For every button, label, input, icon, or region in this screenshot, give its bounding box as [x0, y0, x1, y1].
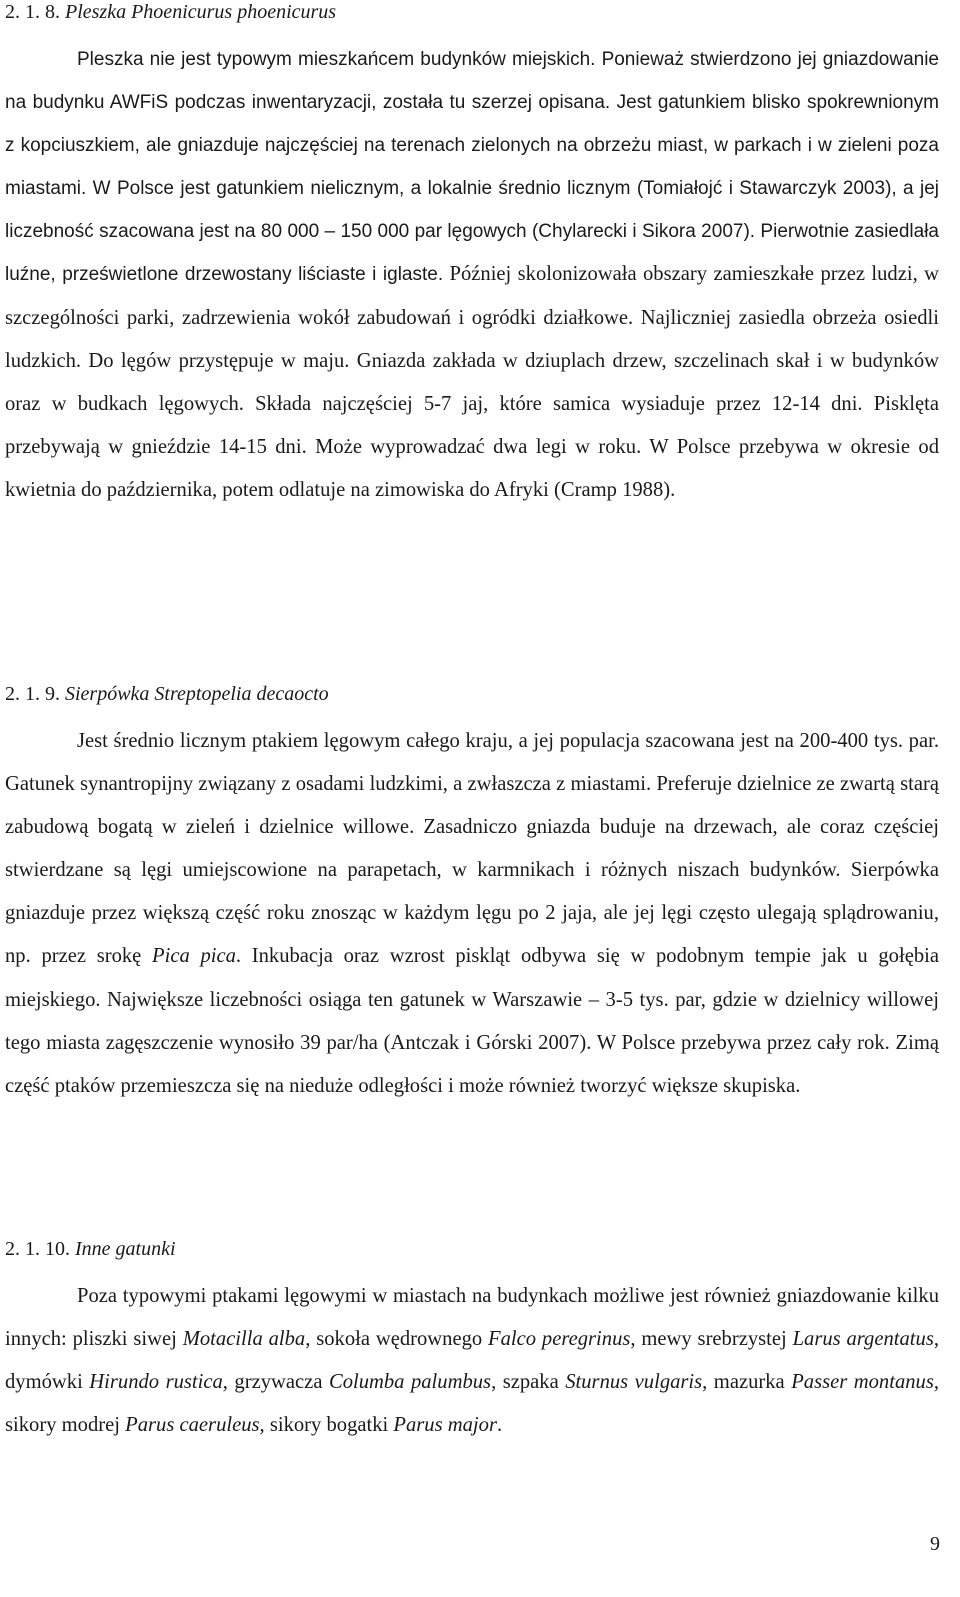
section-paragraph [5, 720, 939, 1108]
species-name: Falco peregrinus [488, 1328, 631, 1351]
paragraph-text: , sokoła wędrownego [305, 1328, 489, 1351]
section-sierpowka [5, 682, 939, 1108]
species-name: Passer montanus [791, 1371, 934, 1394]
paragraph-text: , mewy srebrzystej [630, 1328, 793, 1351]
section-number: 2. 1. 8. [5, 1, 60, 23]
section-title: Inne gatunki [75, 1238, 176, 1260]
section-paragraph [5, 38, 939, 512]
paragraph-text: Pleszka nie jest typowym mieszkańcem budynków miejskich. Ponieważ stwierdzono jej gniazdowanie na budynku AWFiS podczas inwentaryzacji, została tu szerzej opisana. Jest gatunkiem blisko spokrewnionym z kopciuszkiem, ale gniazduje najczęściej na terenach zielonych na obrzeżu miast, w parkach i w zieleni poza miastami. W Polsce jest gatunkiem nielicznym, a lokalnie średnio licznym (Tomiałojć i Stawarczyk 2003), a jej liczebność szacowana jest na 80 000 – 150 000 par lęgowych (Chylarecki i Sikora 2007). Pierwotnie zasiedlała luźne, prześwietlone drzewostany liściaste i iglaste. [5, 49, 939, 286]
species-name: Pica pica [152, 945, 236, 968]
section-pleszka [5, 0, 939, 512]
section-inne-gatunki [5, 1237, 939, 1447]
paragraph-text: , szpaka [491, 1371, 566, 1394]
section-title: Sierpówka Streptopelia decaocto [65, 683, 329, 705]
section-heading [5, 0, 939, 24]
paragraph-text: , mazurka [702, 1371, 792, 1394]
species-name: Sturnus vulgaris [565, 1371, 703, 1394]
section-number: 2. 1. 10. [5, 1238, 70, 1260]
paragraph-text: Poza typowymi ptakami lęgowymi w miastach na budynkach możliwe jest również gniazdowanie kilku innych: pliszki siwej [5, 1285, 939, 1351]
paragraph-text: , dymówki [5, 1328, 939, 1394]
species-name: Columba palumbus [328, 1371, 492, 1394]
species-name: Parus major [393, 1414, 497, 1437]
species-name: Parus caeruleus [125, 1414, 260, 1437]
species-name: Larus argentatus [792, 1328, 934, 1351]
paragraph-text: , sikory modrej [5, 1371, 940, 1437]
paragraph-text: . [496, 1414, 503, 1437]
section-heading [5, 682, 939, 706]
paragraph-text: Jest średnio licznym ptakiem lęgowym całego kraju, a jej populacja szacowana jest na 200-400 tys. par. Gatunek synantropijny związany z osadami ludzkimi, a zwłaszcza z miastami. Preferuje dzielnice ze zwartą starą zabudową bogatą w zieleń i dzielnice willowe. Zasadniczo gniazda buduje na drzewach, ale coraz częściej stwierdzane są lęgi umiejscowione na parapetach, w karmnikach i różnych niszach budynków. Sierpówka gniazduje przez większą część roku znosząc w każdym lęgu po 2 jaja, ale jej lęgi często ulegają splądrowaniu, np. przez srokę [5, 730, 939, 968]
page-number: 9 [930, 1533, 940, 1555]
section-title: Pleszka Phoenicurus phoenicurus [65, 1, 337, 23]
species-name: Hirundo rustica [89, 1371, 223, 1394]
section-heading [5, 1237, 939, 1261]
paragraph-text: , sikory bogatki [259, 1414, 394, 1437]
section-paragraph [5, 1275, 939, 1447]
paragraph-text: . Inkubacja oraz wzrost piskląt odbywa się w podobnym tempie jak u gołębia miejskiego. Największe liczebności osiąga ten gatunek w Warszawie – 3-5 tys. par, gdzie w dzielnicy willowej tego miasta zagęszczenie wynosiło 39 par/ha (Antczak i Górski 2007). W Polsce przebywa przez cały rok. Zimą część ptaków przemieszcza się na nieduże odległości i może również tworzyć większe skupiska. [5, 945, 939, 1097]
paragraph-text: , grzywacza [222, 1371, 329, 1394]
section-number: 2. 1. 9. [5, 683, 60, 705]
species-name: Motacilla alba [182, 1328, 306, 1351]
paragraph-text: Później skolonizowała obszary zamieszkałe przez ludzi, w szczególności parki, zadrzewienia wokół zabudowań i ogródki działkowe. Najliczniej zasiedla obrzeża osiedli ludzkich. Do lęgów przystępuje w maju. Gniazda zakłada w dziuplach drzew, szczelinach skał i w budynków oraz w budkach lęgowych. Składa najczęściej 5-7 jaj, które samica wysiaduje przez 12-14 dni. Pisklęta przebywają w gnieździe 14-15 dni. Może wyprowadzać dwa legi w roku. W Polsce przebywa w okresie od kwietnia do października, potem odlatuje na zimowiska do Afryki (Cramp 1988). [5, 263, 939, 501]
